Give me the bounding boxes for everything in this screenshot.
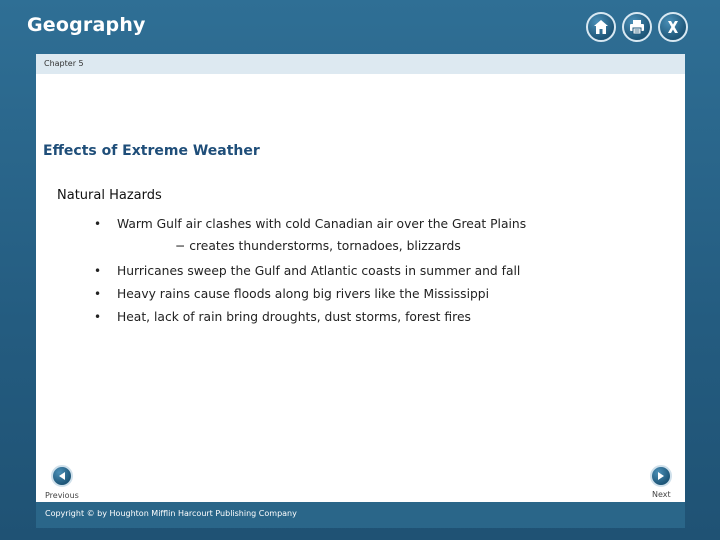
home-icon: [592, 18, 610, 36]
bullet-marker: •: [94, 264, 102, 278]
next-button[interactable]: [650, 465, 672, 487]
bullet-subline: − creates thunderstorms, tornadoes, blizzards: [175, 239, 461, 253]
chapter-label: Chapter 5: [44, 59, 84, 68]
app-title: Geography: [27, 14, 146, 36]
bullet-marker: •: [94, 217, 102, 231]
chapter-bar: [36, 54, 685, 74]
close-button[interactable]: [658, 12, 688, 42]
bullet-text: Heat, lack of rain bring droughts, dust storms, forest fires: [117, 310, 471, 324]
copyright-text: Copyright © by Houghton Mifflin Harcourt Publishing Company: [45, 509, 297, 518]
bullet-text: Heavy rains cause floods along big rivers like the Mississippi: [117, 287, 490, 301]
previous-label[interactable]: Previous: [45, 491, 79, 500]
bullet-marker: •: [94, 310, 102, 324]
next-label[interactable]: Next: [652, 490, 671, 499]
print-icon: [628, 18, 646, 36]
slide-title: Effects of Extreme Weather: [43, 143, 260, 159]
close-icon: [664, 18, 682, 36]
bullet-marker: •: [94, 287, 102, 301]
bullet-text: Hurricanes sweep the Gulf and Atlantic coasts in summer and fall: [117, 264, 521, 278]
arrow-right-icon: [656, 471, 666, 481]
home-button[interactable]: [586, 12, 616, 42]
bullet-text: Warm Gulf air clashes with cold Canadian air over the Great Plains: [117, 217, 527, 231]
slide-content: [36, 54, 685, 502]
section-heading: Natural Hazards: [57, 188, 162, 203]
footer-bar: [36, 502, 685, 528]
previous-button[interactable]: [51, 465, 73, 487]
arrow-left-icon: [57, 471, 67, 481]
top-toolbar: [586, 12, 688, 42]
print-button[interactable]: [622, 12, 652, 42]
